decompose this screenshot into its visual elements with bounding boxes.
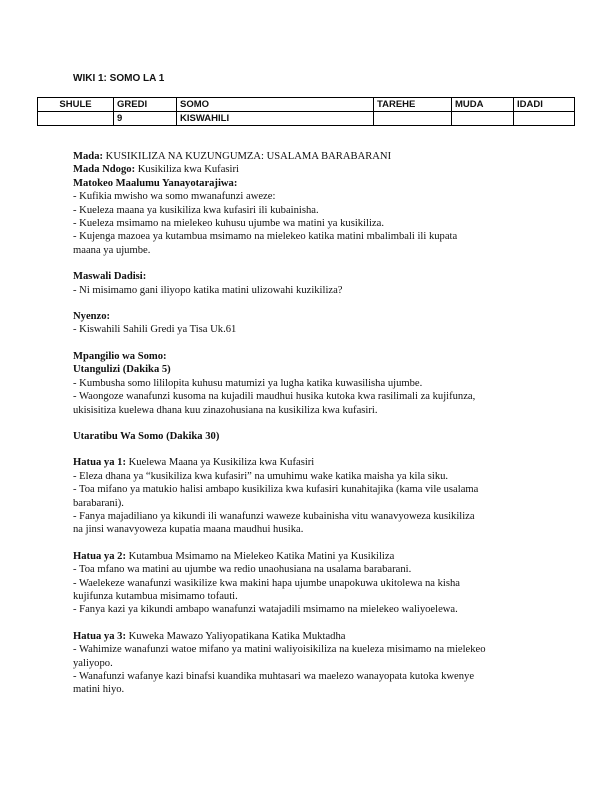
list-item: - Kufikia mwisho wa somo mwanafunzi aweze:: [73, 191, 276, 203]
hatua-2-label: Hatua ya 2:: [73, 550, 126, 562]
cell-shule: [38, 112, 114, 126]
cell-somo: KISWAHILI: [177, 112, 374, 126]
list-item: - Wahimize wanafunzi watoe mifano ya matini waliyoisikiliza na kueleza misimamo na mielekeo: [73, 644, 486, 656]
hatua-3-heading: [73, 630, 553, 643]
list-item: - Waongoze wanafunzi kusoma na kujadili maudhui husika kutoka kwa rasilimali za kujifunza,: [73, 391, 476, 403]
header-somo: SOMO: [177, 98, 374, 112]
mada-ndogo-line: [73, 163, 553, 176]
list-item: yaliyopo.: [73, 657, 113, 669]
list-item: ukisisitiza kuelewa dhana kuu zinazohusiana na kusikiliza kwa kufasiri.: [73, 404, 378, 416]
list-item: kujifunza kutambua misimamo tofauti.: [73, 590, 238, 602]
hatua-3-title: Kuweka Mawazo Yaliyopatikana Katika Muktadha: [125, 630, 346, 642]
list-item: - Fanya majadiliano ya kikundi ili wanafunzi waweze kubainisha vitu wanavyoweza kusikiliza: [73, 510, 475, 522]
cell-muda: [452, 112, 514, 126]
hatua-3-label: Hatua ya 3:: [73, 630, 126, 642]
matokeo-heading: Matokeo Maalumu Yanayotarajiwa:: [73, 177, 238, 189]
hatua-1-label: Hatua ya 1:: [73, 457, 126, 469]
utaratibu-heading: Utaratibu Wa Somo (Dakika 30): [73, 430, 220, 442]
lesson-week-heading: WIKI 1: SOMO LA 1: [73, 73, 165, 84]
list-item: - Wanafunzi wafanye kazi binafsi kuandika muhtasari wa maelezo wanayopata kutoka kwenye: [73, 671, 475, 682]
header-shule: SHULE: [38, 98, 114, 112]
mada-ndogo-value: Kusikiliza kwa Kufasiri: [135, 164, 239, 176]
list-item: barabarani).: [73, 497, 124, 509]
list-item: - Kujenga mazoea ya kutambua msimamo na mielekeo katika matini mbalimbali ili kupata: [73, 231, 458, 243]
nyenzo-heading: Nyenzo:: [73, 311, 111, 323]
mpangilio-heading: Mpangilio wa Somo:: [73, 350, 167, 362]
list-item: - Kiswahili Sahili Gredi ya Tisa Uk.61: [73, 324, 237, 336]
hatua-1-title: Kuelewa Maana ya Kusikiliza kwa Kufasiri: [125, 457, 315, 469]
list-item: matini hiyo.: [73, 684, 125, 696]
list-item: - Toa mifano ya matukio halisi ambapo kusikiliza kwa kufasiri kunahitajika (kama vile usalama: [73, 484, 479, 496]
cell-tarehe: [374, 112, 452, 126]
list-item: - Kueleza maana ya kusikiliza kwa kufasiri ili kubainisha.: [73, 204, 319, 216]
utangulizi-heading: Utangulizi (Dakika 5): [73, 364, 171, 376]
lesson-info-table: [37, 97, 575, 126]
mada-value: KUSIKILIZA NA KUZUNGUMZA: USALAMA BARABARANI: [103, 151, 392, 162]
mada-line: [73, 150, 553, 163]
list-item: - Toa mfano wa matini au ujumbe wa redio unaohusiana na usalama barabarani.: [73, 564, 412, 576]
header-tarehe: TAREHE: [374, 98, 452, 112]
list-item: - Ni misimamo gani iliyopo katika matini ulizowahi kuzikiliza?: [73, 284, 343, 296]
header-idadi: IDADI: [514, 98, 575, 112]
hatua-2-title: Kutambua Msimamo na Mielekeo Katika Matini ya Kusikiliza: [125, 550, 395, 562]
list-item: maana ya ujumbe.: [73, 244, 151, 256]
table-row: [38, 112, 575, 126]
mada-ndogo-label: Mada Ndogo:: [73, 164, 136, 176]
cell-gredi: 9: [114, 112, 177, 126]
hatua-2-heading: [73, 550, 553, 563]
table-header-row: [38, 98, 575, 112]
list-item: - Eleza dhana ya “kusikiliza kwa kufasiri” na umuhimu wake katika maisha ya kila siku.: [73, 470, 449, 482]
list-item: - Kueleza msimamo na mielekeo kuhusu ujumbe wa matini ya kusikiliza.: [73, 218, 384, 230]
hatua-1-heading: [73, 456, 553, 469]
lesson-body: [73, 150, 553, 697]
list-item: - Waelekeze wanafunzi wasikilize kwa makini hapa ujumbe unapokuwa ukitolewa na kisha: [73, 577, 460, 589]
maswali-heading: Maswali Dadisi:: [73, 271, 147, 283]
list-item: - Fanya kazi ya kikundi ambapo wanafunzi watajadili msimamo na mielekeo waliyoelewa.: [73, 604, 458, 616]
cell-idadi: [514, 112, 575, 126]
list-item: na jinsi wanavyoweza kupatia maana maudhui husika.: [73, 524, 304, 536]
header-gredi: GREDI: [114, 98, 177, 112]
mada-label: Mada:: [73, 151, 104, 162]
header-muda: MUDA: [452, 98, 514, 112]
list-item: - Kumbusha somo lililopita kuhusu matumizi ya lugha katika kuwasilisha ujumbe.: [73, 377, 423, 389]
